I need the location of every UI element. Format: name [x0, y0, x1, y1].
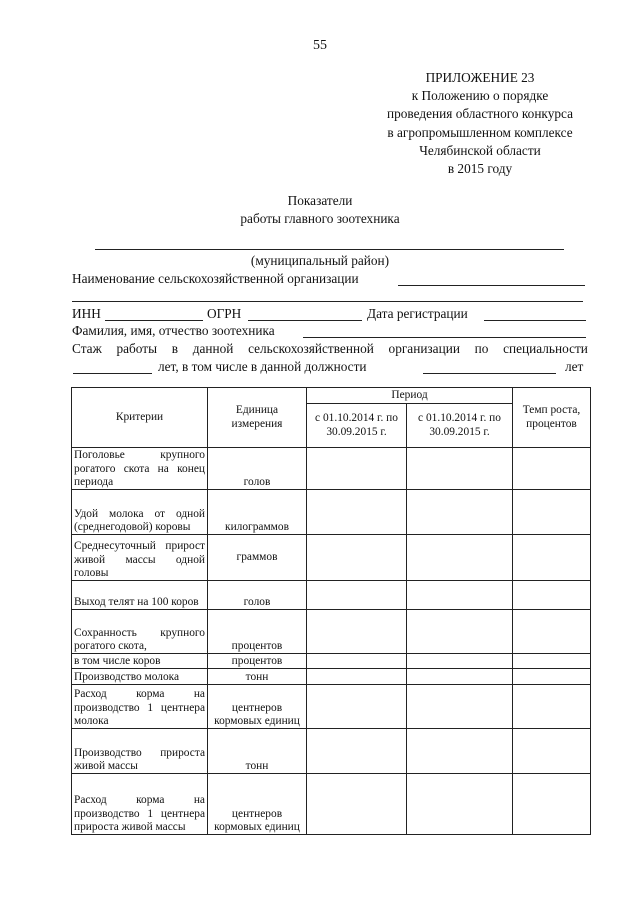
value-cell-period-2[interactable] — [407, 610, 513, 654]
criterion-cell: Удой молока от одной (среднегодовой) коровы — [72, 490, 208, 535]
value-cell-period-1[interactable] — [307, 669, 407, 685]
value-cell-period-2[interactable] — [407, 654, 513, 669]
value-cell-period-1[interactable] — [307, 774, 407, 835]
value-cell-period-1[interactable] — [307, 685, 407, 729]
criterion-cell: Среднесуточный прирост живой массы одной головы — [72, 535, 208, 581]
table-row — [72, 610, 591, 654]
table-row — [72, 729, 591, 774]
growth-rate-cell[interactable] — [513, 685, 591, 729]
unit-cell: тонн — [208, 729, 307, 774]
criterion-cell: в том числе коров — [72, 654, 208, 669]
org-name-label: Наименование сельскохозяйственной организации — [72, 271, 359, 286]
table-row — [72, 581, 591, 610]
unit-cell: центнеров кормовых единиц — [208, 685, 307, 729]
table-row — [72, 490, 591, 535]
value-cell-period-1[interactable] — [307, 610, 407, 654]
table-row — [72, 448, 591, 490]
unit-cell: центнеров кормовых единиц — [208, 774, 307, 835]
table-row — [72, 774, 591, 835]
value-cell-period-2[interactable] — [407, 490, 513, 535]
table-row — [72, 669, 591, 685]
registration-date-label: Дата регистрации — [367, 306, 468, 321]
value-cell-period-1[interactable] — [307, 448, 407, 490]
inn-field-line[interactable] — [105, 320, 203, 321]
header-period-2: с 01.10.2014 г. по 30.09.2015 г. — [407, 404, 513, 448]
criterion-cell: Расход корма на производство 1 центнера молока — [72, 685, 208, 729]
value-cell-period-2[interactable] — [407, 581, 513, 610]
experience-years-field-line[interactable] — [73, 373, 152, 374]
unit-cell: голов — [208, 581, 307, 610]
appendix-line: проведения областного конкурса — [387, 106, 573, 122]
table-row — [72, 654, 591, 669]
value-cell-period-2[interactable] — [407, 448, 513, 490]
header-growth-rate: Темп роста, процентов — [513, 388, 591, 448]
value-cell-period-1[interactable] — [307, 654, 407, 669]
growth-rate-cell[interactable] — [513, 610, 591, 654]
appendix-line: Челябинской области — [419, 142, 541, 158]
value-cell-period-1[interactable] — [307, 490, 407, 535]
heading-line-2: работы главного зоотехника — [240, 211, 400, 226]
table-row — [72, 685, 591, 729]
unit-cell: граммов — [208, 535, 307, 581]
value-cell-period-2[interactable] — [407, 685, 513, 729]
value-cell-period-2[interactable] — [407, 669, 513, 685]
appendix-line: к Положению о порядке — [411, 88, 549, 104]
page-number: 55 — [313, 38, 327, 53]
header-criteria: Критерии — [72, 388, 208, 448]
growth-rate-cell[interactable] — [513, 535, 591, 581]
appendix-line: в 2015 году — [447, 161, 513, 177]
experience-text: Стаж работы в данной сельскохозяйственной организации по специальности — [72, 341, 588, 356]
fio-field-line[interactable] — [303, 337, 586, 338]
criterion-cell: Сохранность крупного рогатого скота, — [72, 610, 208, 654]
appendix-line: в агропромышленном комплексе — [387, 124, 573, 140]
position-years-unit: лет — [565, 359, 584, 374]
value-cell-period-1[interactable] — [307, 535, 407, 581]
unit-cell: тонн — [208, 669, 307, 685]
unit-cell: процентов — [208, 610, 307, 654]
position-years-field-line[interactable] — [423, 373, 556, 374]
org-name-field-line-2[interactable] — [72, 301, 583, 302]
value-cell-period-2[interactable] — [407, 774, 513, 835]
growth-rate-cell[interactable] — [513, 654, 591, 669]
growth-rate-cell[interactable] — [513, 581, 591, 610]
criterion-cell: Производство прироста живой массы — [72, 729, 208, 774]
criterion-cell: Расход корма на производство 1 центнера прироста живой массы — [72, 774, 208, 835]
value-cell-period-2[interactable] — [407, 729, 513, 774]
appendix-title: ПРИЛОЖЕНИЕ 23 — [425, 70, 535, 85]
ogrn-label: ОГРН — [207, 306, 242, 321]
unit-cell: процентов — [208, 654, 307, 669]
growth-rate-cell[interactable] — [513, 448, 591, 490]
experience-years-text: лет, в том числе в данной должности — [158, 359, 367, 374]
heading-line-1: Показатели — [287, 193, 353, 208]
appendix-block — [362, 69, 598, 178]
growth-rate-cell[interactable] — [513, 729, 591, 774]
value-cell-period-1[interactable] — [307, 581, 407, 610]
unit-cell: килограммов — [208, 490, 307, 535]
growth-rate-cell[interactable] — [513, 490, 591, 535]
district-caption: (муниципальный район) — [250, 253, 390, 268]
header-period-1: с 01.10.2014 г. по 30.09.2015 г. — [307, 404, 407, 448]
unit-cell: голов — [208, 448, 307, 490]
growth-rate-cell[interactable] — [513, 669, 591, 685]
inn-label: ИНН — [72, 306, 101, 321]
document-heading — [0, 192, 640, 228]
table-row — [72, 535, 591, 581]
criterion-cell: Поголовье крупного рогатого скота на конец периода — [72, 448, 208, 490]
fio-label: Фамилия, имя, отчество зоотехника — [72, 323, 275, 338]
registration-date-field-line[interactable] — [484, 320, 586, 321]
criterion-cell: Производство молока — [72, 669, 208, 685]
indicators-table — [71, 387, 591, 835]
growth-rate-cell[interactable] — [513, 774, 591, 835]
header-period: Период — [307, 388, 513, 404]
ogrn-field-line[interactable] — [248, 320, 362, 321]
value-cell-period-1[interactable] — [307, 729, 407, 774]
district-field-line[interactable] — [95, 249, 564, 250]
value-cell-period-2[interactable] — [407, 535, 513, 581]
criterion-cell: Выход телят на 100 коров — [72, 581, 208, 610]
header-unit: Единица измерения — [208, 388, 307, 448]
org-name-field-line[interactable] — [398, 285, 585, 286]
